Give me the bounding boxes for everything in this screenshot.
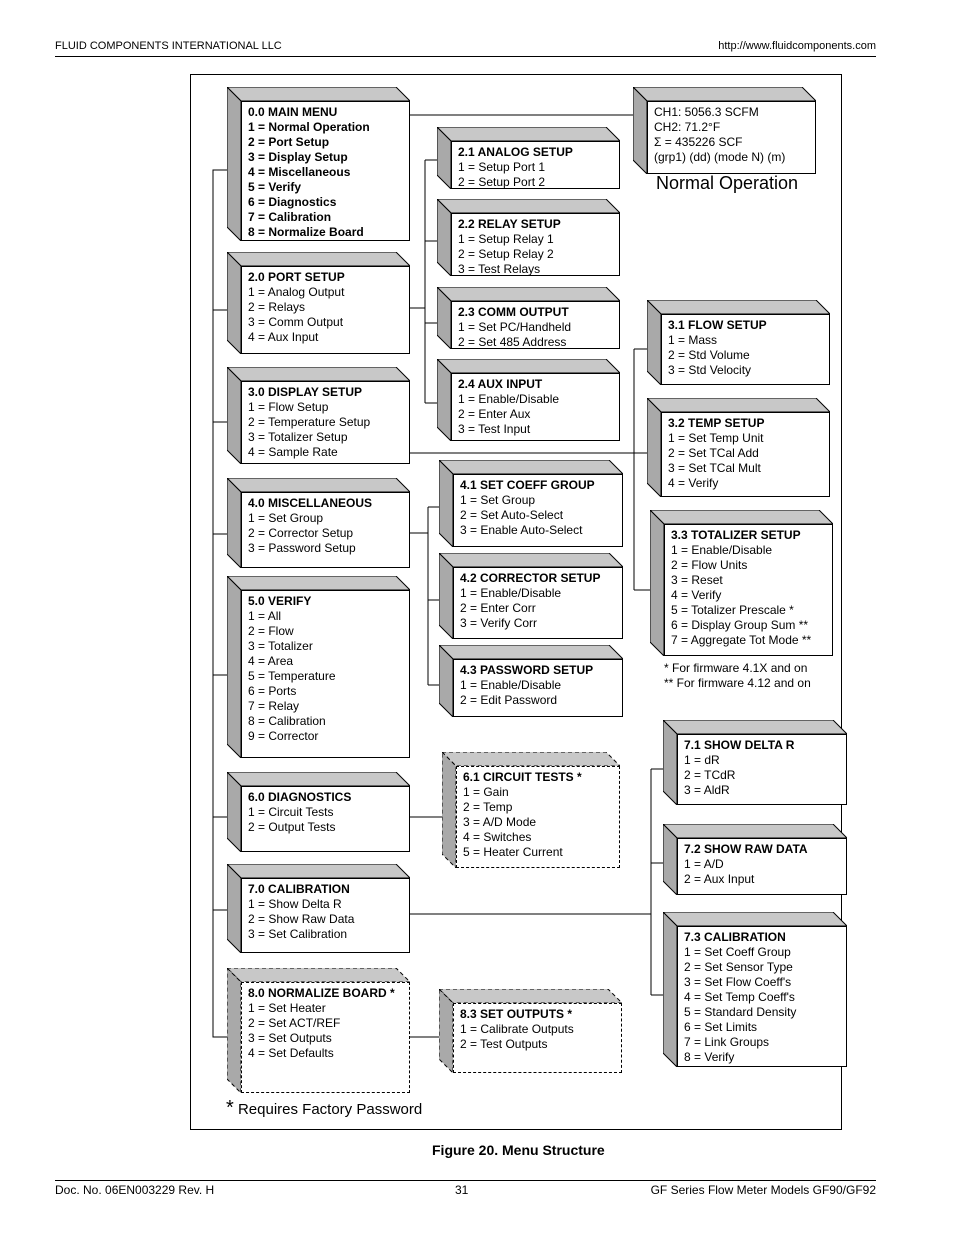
menu-item[interactable]: 1 = Show Delta R — [248, 897, 342, 911]
menu-item[interactable]: 2 = Set Sensor Type — [684, 960, 793, 974]
menu-item[interactable]: 1 = Set Group — [460, 493, 536, 507]
main-menu-item[interactable]: 3 = Display Setup — [248, 150, 348, 164]
menu-item[interactable]: 1 = Analog Output — [248, 285, 345, 299]
calibration-7-3-box[interactable] — [663, 912, 847, 1067]
menu-item[interactable]: 8 = Calibration — [248, 714, 326, 728]
aux-input-title: 2.4 AUX INPUT — [458, 377, 543, 391]
flow-setup-title: 3.1 FLOW SETUP — [668, 318, 767, 332]
menu-item[interactable]: 6 = Set Limits — [684, 1020, 758, 1034]
totalizer-setup-title: 3.3 TOTALIZER SETUP — [671, 528, 801, 542]
show-delta-r-box[interactable] — [663, 720, 847, 805]
menu-item[interactable]: 2 = Flow Units — [671, 558, 748, 572]
miscellaneous-box[interactable] — [227, 478, 410, 568]
normal-status: (grp1) (dd) (mode N) (m) — [654, 150, 786, 164]
temp-setup-box[interactable] — [647, 398, 830, 497]
factory-note-star: * — [226, 1097, 234, 1119]
menu-item[interactable]: 3 = AldR — [684, 783, 730, 797]
footer-rule — [55, 1180, 876, 1181]
menu-item[interactable]: 2 = Output Tests — [248, 820, 336, 834]
factory-note-text: Requires Factory Password — [237, 1101, 423, 1118]
menu-item[interactable]: 9 = Corrector — [248, 729, 319, 743]
menu-item[interactable]: 7 = Link Groups — [684, 1035, 770, 1049]
verify-box[interactable] — [227, 576, 410, 758]
normalize-board-box[interactable] — [227, 968, 410, 1093]
show-raw-data-title: 7.2 SHOW RAW DATA — [684, 842, 808, 856]
miscellaneous-title: 4.0 MISCELLANEOUS — [248, 496, 373, 510]
show-raw-data-box[interactable] — [663, 824, 847, 895]
calibration-box[interactable] — [227, 864, 410, 953]
menu-item[interactable]: 3 = Reset — [671, 573, 723, 587]
normal-ch1: CH1: 5056.3 SCFM — [654, 105, 759, 119]
menu-item[interactable]: 3 = Comm Output — [248, 315, 344, 329]
menu-item[interactable]: 4 = Switches — [463, 830, 532, 844]
menu-item[interactable]: 7 = Relay — [248, 699, 300, 713]
menu-item[interactable]: 1 = Set Coeff Group — [684, 945, 791, 959]
menu-item[interactable]: 4 = Set Defaults — [248, 1046, 334, 1060]
menu-item[interactable]: 2 = Setup Port 2 — [458, 175, 546, 189]
normal-operation-box — [633, 87, 816, 174]
factory-password-note — [226, 1097, 422, 1120]
menu-item[interactable]: 1 = A/D — [684, 857, 724, 871]
menu-item[interactable]: 1 = Mass — [668, 333, 718, 347]
main-menu-item[interactable]: 7 = Calibration — [248, 210, 332, 224]
menu-item[interactable]: 1 = Enable/Disable — [458, 392, 560, 406]
normalize-board-title: 8.0 NORMALIZE BOARD * — [248, 986, 395, 1000]
menu-item[interactable]: 3 = Std Velocity — [668, 363, 752, 377]
menu-item[interactable]: 1 = Set Group — [248, 511, 324, 525]
corrector-setup-title: 4.2 CORRECTOR SETUP — [460, 571, 601, 585]
circuit-tests-title: 6.1 CIRCUIT TESTS * — [463, 770, 582, 784]
show-delta-r-title: 7.1 SHOW DELTA R — [684, 738, 795, 752]
header-url: http://www.fluidcomponents.com — [718, 40, 876, 52]
menu-item[interactable]: 2 = Set ACT/REF — [248, 1016, 341, 1030]
menu-item[interactable]: 3 = Verify Corr — [460, 616, 538, 630]
menu-item[interactable]: 5 = Totalizer Prescale * — [671, 603, 794, 617]
calibration-7-3-title: 7.3 CALIBRATION — [684, 930, 786, 944]
menu-item[interactable]: 1 = Enable/Disable — [460, 586, 562, 600]
menu-item[interactable]: 2 = Set 485 Address — [458, 335, 567, 349]
menu-item[interactable]: 3 = A/D Mode — [463, 815, 537, 829]
menu-item[interactable]: 2 = Temp — [463, 800, 513, 814]
menu-item[interactable]: 3 = Password Setup — [248, 541, 356, 555]
menu-item[interactable]: 2 = Setup Relay 2 — [458, 247, 554, 261]
menu-item[interactable]: 2 = Enter Corr — [460, 601, 536, 615]
main-menu-item[interactable]: 5 = Verify — [248, 180, 302, 194]
menu-item[interactable]: 2 = Enter Aux — [458, 407, 531, 421]
footer-page-number: 31 — [455, 1183, 469, 1197]
menu-item[interactable]: 3 = Test Relays — [458, 262, 541, 276]
menu-item[interactable]: 2 = Relays — [248, 300, 306, 314]
menu-item[interactable]: 1 = Setup Port 1 — [458, 160, 546, 174]
menu-item[interactable]: 2 = Set Auto-Select — [460, 508, 564, 522]
display-setup-box[interactable] — [227, 367, 410, 464]
display-setup-title: 3.0 DISPLAY SETUP — [248, 385, 363, 399]
set-coeff-group-box[interactable] — [439, 460, 623, 547]
menu-item[interactable]: 3 = Test Input — [458, 422, 531, 436]
menu-item[interactable]: 4 = Verify — [671, 588, 722, 602]
menu-item[interactable]: 4 = Verify — [668, 476, 719, 490]
diagnostics-box[interactable] — [227, 772, 410, 852]
normal-ch2: CH2: 71.2°F — [654, 120, 721, 134]
menu-item[interactable]: 3 = Enable Auto-Select — [460, 523, 583, 537]
menu-item[interactable]: 1 = Calibrate Outputs — [460, 1022, 574, 1036]
circuit-tests-box[interactable] — [442, 752, 620, 868]
diagnostics-title: 6.0 DIAGNOSTICS — [248, 790, 352, 804]
temp-setup-title: 3.2 TEMP SETUP — [668, 416, 765, 430]
footer-doc-number: Doc. No. 06EN003229 Rev. H — [55, 1183, 215, 1197]
set-coeff-group-title: 4.1 SET COEFF GROUP — [460, 478, 595, 492]
comm-output-title: 2.3 COMM OUTPUT — [458, 305, 569, 319]
main-menu-item[interactable]: 4 = Miscellaneous — [248, 165, 351, 179]
corrector-setup-box[interactable] — [439, 553, 623, 639]
main-menu-item[interactable]: 2 = Port Setup — [248, 135, 330, 149]
verify-title: 5.0 VERIFY — [248, 594, 312, 608]
menu-item[interactable]: 1 = Setup Relay 1 — [458, 232, 554, 246]
set-outputs-box[interactable] — [439, 989, 622, 1073]
menu-item[interactable]: 1 = Gain — [463, 785, 509, 799]
analog-setup-title: 2.1 ANALOG SETUP — [458, 145, 573, 159]
firmware-note-1: * For firmware 4.1X and on — [664, 661, 808, 675]
menu-item[interactable]: 1 = Circuit Tests — [248, 805, 334, 819]
password-setup-title: 4.3 PASSWORD SETUP — [460, 663, 594, 677]
password-setup-box[interactable] — [439, 645, 623, 717]
calibration-title: 7.0 CALIBRATION — [248, 882, 350, 896]
menu-item[interactable]: 2 = Aux Input — [684, 872, 755, 886]
menu-item[interactable]: 2 = Flow — [248, 624, 294, 638]
menu-item[interactable]: 1 = dR — [684, 753, 720, 767]
menu-item[interactable]: 2 = Test Outputs — [460, 1037, 548, 1051]
menu-item[interactable]: 3 = Totalizer — [248, 639, 313, 653]
menu-item[interactable]: 1 = All — [248, 609, 282, 623]
menu-item[interactable]: 4 = Sample Rate — [248, 445, 338, 459]
menu-item[interactable]: 5 = Heater Current — [463, 845, 563, 859]
analog-setup-box[interactable] — [437, 127, 620, 189]
menu-item[interactable]: 2 = Temperature Setup — [248, 415, 371, 429]
menu-item[interactable]: 3 = Totalizer Setup — [248, 430, 348, 444]
header-company: FLUID COMPONENTS INTERNATIONAL LLC — [55, 40, 282, 52]
menu-item[interactable]: 1 = Enable/Disable — [460, 678, 562, 692]
set-outputs-title: 8.3 SET OUTPUTS * — [460, 1007, 573, 1021]
firmware-note-2: ** For firmware 4.12 and on — [664, 676, 811, 690]
menu-item[interactable]: 5 = Temperature — [248, 669, 336, 683]
menu-item[interactable]: 5 = Standard Density — [684, 1005, 797, 1019]
menu-item[interactable]: 3 = Set Flow Coeff's — [684, 975, 792, 989]
normal-total: Σ = 435226 SCF — [654, 135, 743, 149]
menu-item[interactable]: 1 = Set PC/Handheld — [458, 320, 572, 334]
menu-item[interactable]: 1 = Set Heater — [248, 1001, 326, 1015]
normal-operation-caption: Normal Operation — [656, 173, 799, 193]
menu-item[interactable]: 2 = TCdR — [684, 768, 736, 782]
menu-item[interactable]: 2 = Edit Password — [460, 693, 558, 707]
port-setup-title: 2.0 PORT SETUP — [248, 270, 345, 284]
menu-item[interactable]: 1 = Set Temp Unit — [668, 431, 764, 445]
main-menu-item[interactable]: 6 = Diagnostics — [248, 195, 337, 209]
footer-model: GF Series Flow Meter Models GF90/GF92 — [650, 1183, 876, 1197]
main-menu-box[interactable] — [227, 87, 410, 241]
menu-item[interactable]: 4 = Set Temp Coeff's — [684, 990, 795, 1004]
menu-item[interactable]: 1 = Flow Setup — [248, 400, 329, 414]
main-menu-item[interactable]: 8 = Normalize Board — [248, 225, 364, 239]
main-menu-item[interactable]: 1 = Normal Operation — [248, 120, 370, 134]
flow-setup-box[interactable] — [647, 300, 830, 385]
relay-setup-box[interactable] — [437, 199, 620, 276]
aux-input-box[interactable] — [437, 359, 620, 441]
menu-item[interactable]: 2 = Corrector Setup — [248, 526, 354, 540]
menu-item[interactable]: 2 = Set TCal Add — [668, 446, 759, 460]
menu-item[interactable]: 7 = Aggregate Tot Mode ** — [671, 633, 812, 647]
menu-item[interactable]: 2 = Show Raw Data — [248, 912, 355, 926]
menu-item[interactable]: 4 = Area — [248, 654, 294, 668]
totalizer-setup-box[interactable] — [650, 510, 833, 656]
port-setup-box[interactable] — [227, 252, 410, 354]
menu-item[interactable]: 6 = Ports — [248, 684, 297, 698]
menu-item[interactable]: 3 = Set Calibration — [248, 927, 348, 941]
relay-setup-title: 2.2 RELAY SETUP — [458, 217, 561, 231]
menu-item[interactable]: 1 = Enable/Disable — [671, 543, 773, 557]
main-menu-title: 0.0 MAIN MENU — [248, 105, 338, 119]
menu-item[interactable]: 8 = Verify — [684, 1050, 735, 1064]
comm-output-box[interactable] — [437, 287, 620, 349]
menu-item[interactable]: 6 = Display Group Sum ** — [671, 618, 809, 632]
menu-item[interactable]: 4 = Aux Input — [248, 330, 319, 344]
figure-caption: Figure 20. Menu Structure — [432, 1142, 605, 1158]
menu-item[interactable]: 2 = Std Volume — [668, 348, 750, 362]
menu-item[interactable]: 3 = Set TCal Mult — [668, 461, 761, 475]
menu-item[interactable]: 3 = Set Outputs — [248, 1031, 332, 1045]
